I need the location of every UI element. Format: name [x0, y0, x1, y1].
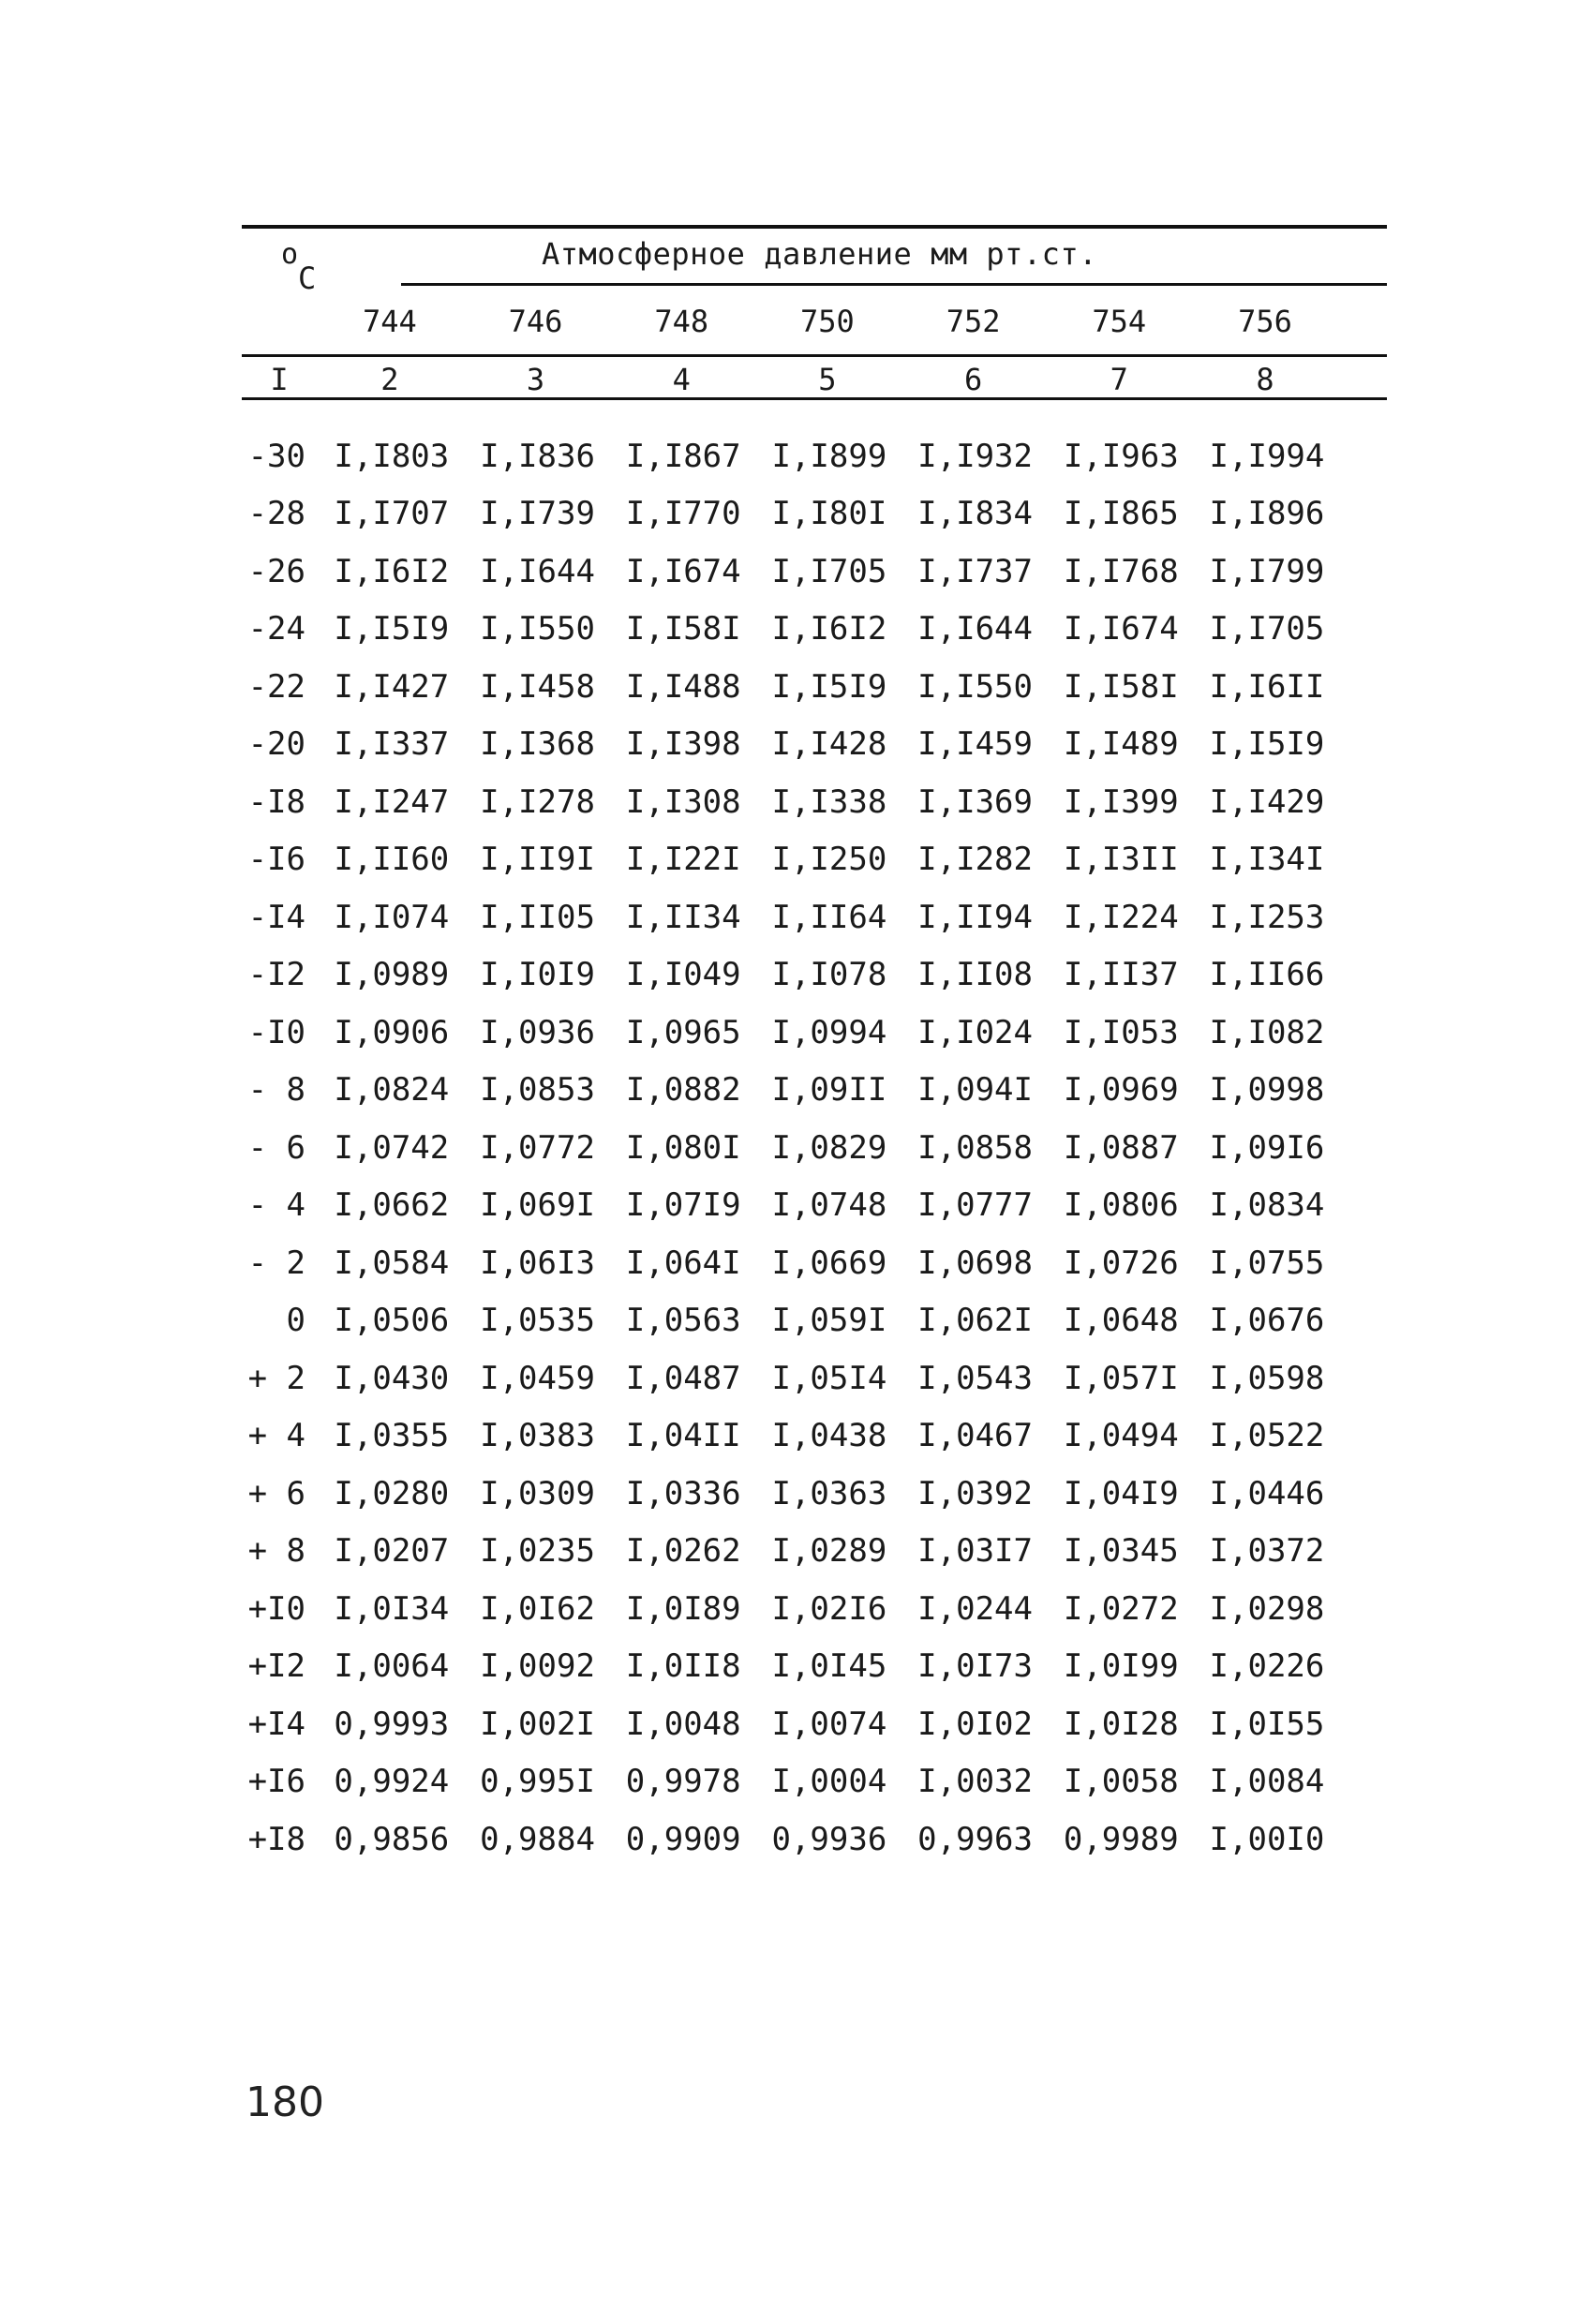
value-cell: I,0543: [917, 1359, 1033, 1397]
temperature-cell: + 6: [247, 1474, 305, 1512]
value-cell: I,I674: [1063, 610, 1179, 648]
temperature-cell: +I4: [247, 1705, 305, 1743]
table-row: [242, 1523, 1387, 1581]
value-cell: I,II08: [917, 956, 1033, 994]
value-cell: I,0289: [771, 1532, 887, 1571]
value-cell: I,0535: [480, 1302, 595, 1340]
value-cell: 0,9963: [917, 1820, 1033, 1858]
value-cell: I,I58I: [625, 610, 741, 648]
value-cell: I,I770: [625, 495, 741, 533]
temperature-cell: -22: [247, 667, 305, 706]
pressure-header: 756: [1238, 304, 1292, 339]
value-cell: I,I836: [480, 437, 595, 475]
value-cell: I,I867: [625, 437, 741, 475]
value-cell: I,0I28: [1063, 1705, 1179, 1743]
unit-celsius: C: [298, 261, 317, 296]
value-cell: I,I427: [334, 667, 450, 706]
value-cell: I,0748: [771, 1186, 887, 1225]
value-cell: I,I768: [1063, 552, 1179, 590]
value-cell: I,I865: [1063, 495, 1179, 533]
column-number: 5: [818, 362, 837, 397]
value-cell: 0,9993: [334, 1705, 450, 1743]
value-cell: 0,995I: [480, 1763, 595, 1801]
value-cell: I,0522: [1209, 1417, 1325, 1455]
column-number: 4: [672, 362, 691, 397]
temperature-cell: +I6: [247, 1763, 305, 1801]
value-cell: I,0584: [334, 1244, 450, 1282]
temperature-cell: -I0: [247, 1013, 305, 1051]
value-cell: I,059I: [771, 1302, 887, 1340]
value-cell: 0,9978: [625, 1763, 741, 1801]
value-cell: I,I550: [917, 667, 1033, 706]
value-cell: I,0058: [1063, 1763, 1179, 1801]
value-cell: I,0235: [480, 1532, 595, 1571]
value-cell: I,II37: [1063, 956, 1179, 994]
temperature-cell: -24: [247, 610, 305, 648]
value-cell: I,0048: [625, 1705, 741, 1743]
value-cell: I,0298: [1209, 1589, 1325, 1628]
value-cell: I,09II: [771, 1071, 887, 1110]
value-cell: I,0II8: [625, 1647, 741, 1686]
table-title: Атмосферное давление мм рт.ст.: [542, 236, 1097, 272]
temperature-cell: - 2: [247, 1244, 305, 1282]
colnum-rule: [242, 397, 1387, 400]
value-cell: I,I459: [917, 725, 1033, 764]
value-cell: I,I6I2: [771, 610, 887, 648]
value-cell: I,0074: [771, 1705, 887, 1743]
value-cell: I,0936: [480, 1013, 595, 1051]
temperature-cell: -26: [247, 552, 305, 590]
value-cell: I,I0I9: [480, 956, 595, 994]
value-cell: I,I707: [334, 495, 450, 533]
value-cell: I,I458: [480, 667, 595, 706]
value-cell: I,I737: [917, 552, 1033, 590]
value-cell: I,I896: [1209, 495, 1325, 533]
value-cell: I,0906: [334, 1013, 450, 1051]
column-number: I: [270, 362, 289, 397]
value-cell: I,I308: [625, 782, 741, 821]
value-cell: I,0698: [917, 1244, 1033, 1282]
value-cell: I,I337: [334, 725, 450, 764]
value-cell: 0,9909: [625, 1820, 741, 1858]
temperature-cell: -28: [247, 495, 305, 533]
value-cell: I,II64: [771, 898, 887, 936]
column-number: 8: [1256, 362, 1274, 397]
value-cell: I,I5I9: [334, 610, 450, 648]
table-row: [242, 543, 1387, 601]
value-cell: 0,9856: [334, 1820, 450, 1858]
value-cell: I,0563: [625, 1302, 741, 1340]
value-cell: I,0I89: [625, 1589, 741, 1628]
value-cell: I,I078: [771, 956, 887, 994]
table-row: [242, 1408, 1387, 1466]
value-cell: I,0882: [625, 1071, 741, 1110]
value-cell: I,069I: [480, 1186, 595, 1225]
value-cell: I,I705: [771, 552, 887, 590]
pressure-header: 752: [946, 304, 1001, 339]
value-cell: I,I739: [480, 495, 595, 533]
value-cell: I,II60: [334, 841, 450, 879]
table-row: [242, 1638, 1387, 1696]
value-cell: I,0969: [1063, 1071, 1179, 1110]
table-row: [242, 946, 1387, 1005]
pressure-header-row: [317, 304, 1338, 339]
value-cell: I,I024: [917, 1013, 1033, 1051]
value-cell: I,I34I: [1209, 841, 1325, 879]
value-cell: I,0272: [1063, 1589, 1179, 1628]
value-cell: I,0998: [1209, 1071, 1325, 1110]
pressure-header: 744: [362, 304, 417, 339]
value-cell: I,0829: [771, 1128, 887, 1167]
value-cell: 0,9924: [334, 1763, 450, 1801]
value-cell: I,0824: [334, 1071, 450, 1110]
value-cell: I,I074: [334, 898, 450, 936]
temperature-cell: -I4: [247, 898, 305, 936]
value-cell: I,002I: [480, 1705, 595, 1743]
value-cell: I,I799: [1209, 552, 1325, 590]
value-cell: I,I253: [1209, 898, 1325, 936]
value-cell: I,00I0: [1209, 1820, 1325, 1858]
value-cell: I,I963: [1063, 437, 1179, 475]
value-cell: I,0004: [771, 1763, 887, 1801]
value-cell: I,I369: [917, 782, 1033, 821]
temperature-cell: - 8: [247, 1071, 305, 1110]
degree-symbol: o: [281, 238, 299, 271]
value-cell: I,0032: [917, 1763, 1033, 1801]
value-cell: I,I932: [917, 437, 1033, 475]
table-row: [242, 601, 1387, 659]
value-cell: I,0262: [625, 1532, 741, 1571]
value-cell: I,I247: [334, 782, 450, 821]
value-cell: I,0438: [771, 1417, 887, 1455]
value-cell: I,I082: [1209, 1013, 1325, 1051]
value-cell: I,0446: [1209, 1474, 1325, 1512]
column-number: 2: [380, 362, 399, 397]
top-rule: [242, 225, 1387, 229]
value-cell: I,07I9: [625, 1186, 741, 1225]
value-cell: I,I429: [1209, 782, 1325, 821]
value-cell: I,I489: [1063, 725, 1179, 764]
value-cell: I,I6I2: [334, 552, 450, 590]
value-cell: I,I488: [625, 667, 741, 706]
value-cell: I,04I9: [1063, 1474, 1179, 1512]
value-cell: I,0I73: [917, 1647, 1033, 1686]
value-cell: I,0363: [771, 1474, 887, 1512]
table-row: [242, 888, 1387, 946]
value-cell: I,0355: [334, 1417, 450, 1455]
value-cell: I,I224: [1063, 898, 1179, 936]
column-number: 7: [1110, 362, 1128, 397]
value-cell: I,0I45: [771, 1647, 887, 1686]
pressure-header: 746: [508, 304, 563, 339]
value-cell: I,II34: [625, 898, 741, 936]
value-cell: I,0I55: [1209, 1705, 1325, 1743]
table-row: [242, 1349, 1387, 1408]
value-cell: I,I282: [917, 841, 1033, 879]
temperature-cell: +I2: [247, 1647, 305, 1686]
value-cell: I,0742: [334, 1128, 450, 1167]
column-number: 3: [526, 362, 545, 397]
value-cell: I,0336: [625, 1474, 741, 1512]
value-cell: 0,9989: [1063, 1820, 1179, 1858]
table-row: [242, 485, 1387, 544]
temperature-cell: - 4: [247, 1186, 305, 1225]
value-cell: 0,9936: [771, 1820, 887, 1858]
value-cell: I,I278: [480, 782, 595, 821]
value-cell: I,03I7: [917, 1532, 1033, 1571]
value-cell: I,0084: [1209, 1763, 1325, 1801]
pressure-header: 748: [654, 304, 709, 339]
column-number-row: [270, 362, 1338, 397]
value-cell: I,I644: [917, 610, 1033, 648]
value-cell: I,0662: [334, 1186, 450, 1225]
value-cell: I,09I6: [1209, 1128, 1325, 1167]
value-cell: I,0280: [334, 1474, 450, 1512]
value-cell: I,II9I: [480, 841, 595, 879]
value-cell: I,0994: [771, 1013, 887, 1051]
value-cell: I,I80I: [771, 495, 887, 533]
temperature-cell: + 2: [247, 1359, 305, 1397]
value-cell: I,0777: [917, 1186, 1033, 1225]
temperature-cell: -30: [247, 437, 305, 475]
table-row: [242, 773, 1387, 831]
table-row: [242, 658, 1387, 716]
value-cell: I,0834: [1209, 1186, 1325, 1225]
value-cell: I,0598: [1209, 1359, 1325, 1397]
value-cell: I,0494: [1063, 1417, 1179, 1455]
value-cell: I,I58I: [1063, 667, 1179, 706]
value-cell: I,0459: [480, 1359, 595, 1397]
value-cell: I,I399: [1063, 782, 1179, 821]
pressure-rule: [242, 354, 1387, 357]
value-cell: I,I705: [1209, 610, 1325, 648]
value-cell: I,0858: [917, 1128, 1033, 1167]
value-cell: I,02I6: [771, 1589, 887, 1628]
value-cell: I,0I62: [480, 1589, 595, 1628]
column-number: 6: [963, 362, 983, 397]
value-cell: I,0I02: [917, 1705, 1033, 1743]
value-cell: I,0383: [480, 1417, 595, 1455]
table-row: [242, 1004, 1387, 1062]
value-cell: I,I250: [771, 841, 887, 879]
value-cell: I,0064: [334, 1647, 450, 1686]
value-cell: I,I368: [480, 725, 595, 764]
table-row: [242, 716, 1387, 774]
table-row: [242, 1292, 1387, 1350]
temperature-cell: -I2: [247, 956, 305, 994]
table-row: [242, 1119, 1387, 1177]
value-cell: I,0244: [917, 1589, 1033, 1628]
table-row: [242, 1177, 1387, 1235]
value-cell: I,0I99: [1063, 1647, 1179, 1686]
value-cell: I,I550: [480, 610, 595, 648]
value-cell: I,0648: [1063, 1302, 1179, 1340]
value-cell: I,0392: [917, 1474, 1033, 1512]
value-cell: I,I053: [1063, 1013, 1179, 1051]
pressure-header: 750: [800, 304, 855, 339]
value-cell: I,I994: [1209, 437, 1325, 475]
value-cell: I,I398: [625, 725, 741, 764]
table-row: [242, 831, 1387, 889]
temperature-cell: +I8: [247, 1820, 305, 1858]
value-cell: I,094I: [917, 1071, 1033, 1110]
value-cell: I,I5I9: [1209, 725, 1325, 764]
value-cell: I,0092: [480, 1647, 595, 1686]
value-cell: I,0669: [771, 1244, 887, 1282]
table-row: [242, 1695, 1387, 1753]
temperature-cell: +I0: [247, 1589, 305, 1628]
value-cell: I,0772: [480, 1128, 595, 1167]
table-row: [242, 1465, 1387, 1523]
value-cell: I,0I34: [334, 1589, 450, 1628]
value-cell: I,0965: [625, 1013, 741, 1051]
temperature-cell: -20: [247, 725, 305, 764]
value-cell: I,0755: [1209, 1244, 1325, 1282]
value-cell: I,0226: [1209, 1647, 1325, 1686]
value-cell: I,0345: [1063, 1532, 1179, 1571]
value-cell: 0,9884: [480, 1820, 595, 1858]
table-row: [242, 1810, 1387, 1869]
value-cell: I,0506: [334, 1302, 450, 1340]
value-cell: I,I674: [625, 552, 741, 590]
table-row: [242, 1753, 1387, 1811]
value-cell: I,0430: [334, 1359, 450, 1397]
value-cell: I,05I4: [771, 1359, 887, 1397]
value-cell: I,0989: [334, 956, 450, 994]
title-rule: [401, 283, 1387, 286]
temperature-cell: + 8: [247, 1532, 305, 1571]
value-cell: I,I6II: [1209, 667, 1325, 706]
value-cell: I,0676: [1209, 1302, 1325, 1340]
temperature-cell: - 6: [247, 1128, 305, 1167]
value-cell: I,0207: [334, 1532, 450, 1571]
value-cell: I,064I: [625, 1244, 741, 1282]
table-row: [242, 1580, 1387, 1638]
value-cell: I,I834: [917, 495, 1033, 533]
temperature-cell: 0: [286, 1302, 305, 1340]
value-cell: I,I3II: [1063, 841, 1179, 879]
value-cell: I,0309: [480, 1474, 595, 1512]
temperature-cell: -I6: [247, 841, 305, 879]
value-cell: I,0853: [480, 1071, 595, 1110]
value-cell: I,0487: [625, 1359, 741, 1397]
value-cell: I,0726: [1063, 1244, 1179, 1282]
value-cell: I,062I: [917, 1302, 1033, 1340]
table-row: [242, 1062, 1387, 1120]
value-cell: I,II94: [917, 898, 1033, 936]
value-cell: I,04II: [625, 1417, 741, 1455]
value-cell: I,I049: [625, 956, 741, 994]
page-number: 180: [246, 2078, 324, 2126]
value-cell: I,I428: [771, 725, 887, 764]
value-cell: I,I899: [771, 437, 887, 475]
value-cell: I,II05: [480, 898, 595, 936]
value-cell: I,0887: [1063, 1128, 1179, 1167]
temperature-cell: + 4: [247, 1417, 305, 1455]
value-cell: I,I338: [771, 782, 887, 821]
value-cell: I,0372: [1209, 1532, 1325, 1571]
table-row: [242, 1234, 1387, 1292]
value-cell: I,II66: [1209, 956, 1325, 994]
value-cell: I,080I: [625, 1128, 741, 1167]
table-row: [242, 427, 1387, 485]
temperature-cell: -I8: [247, 782, 305, 821]
value-cell: I,I5I9: [771, 667, 887, 706]
table-body: [242, 427, 1387, 1869]
value-cell: I,I803: [334, 437, 450, 475]
pressure-header: 754: [1092, 304, 1147, 339]
value-cell: I,06I3: [480, 1244, 595, 1282]
value-cell: I,0806: [1063, 1186, 1179, 1225]
value-cell: I,057I: [1063, 1359, 1179, 1397]
value-cell: I,I22I: [625, 841, 741, 879]
value-cell: I,I644: [480, 552, 595, 590]
value-cell: I,0467: [917, 1417, 1033, 1455]
